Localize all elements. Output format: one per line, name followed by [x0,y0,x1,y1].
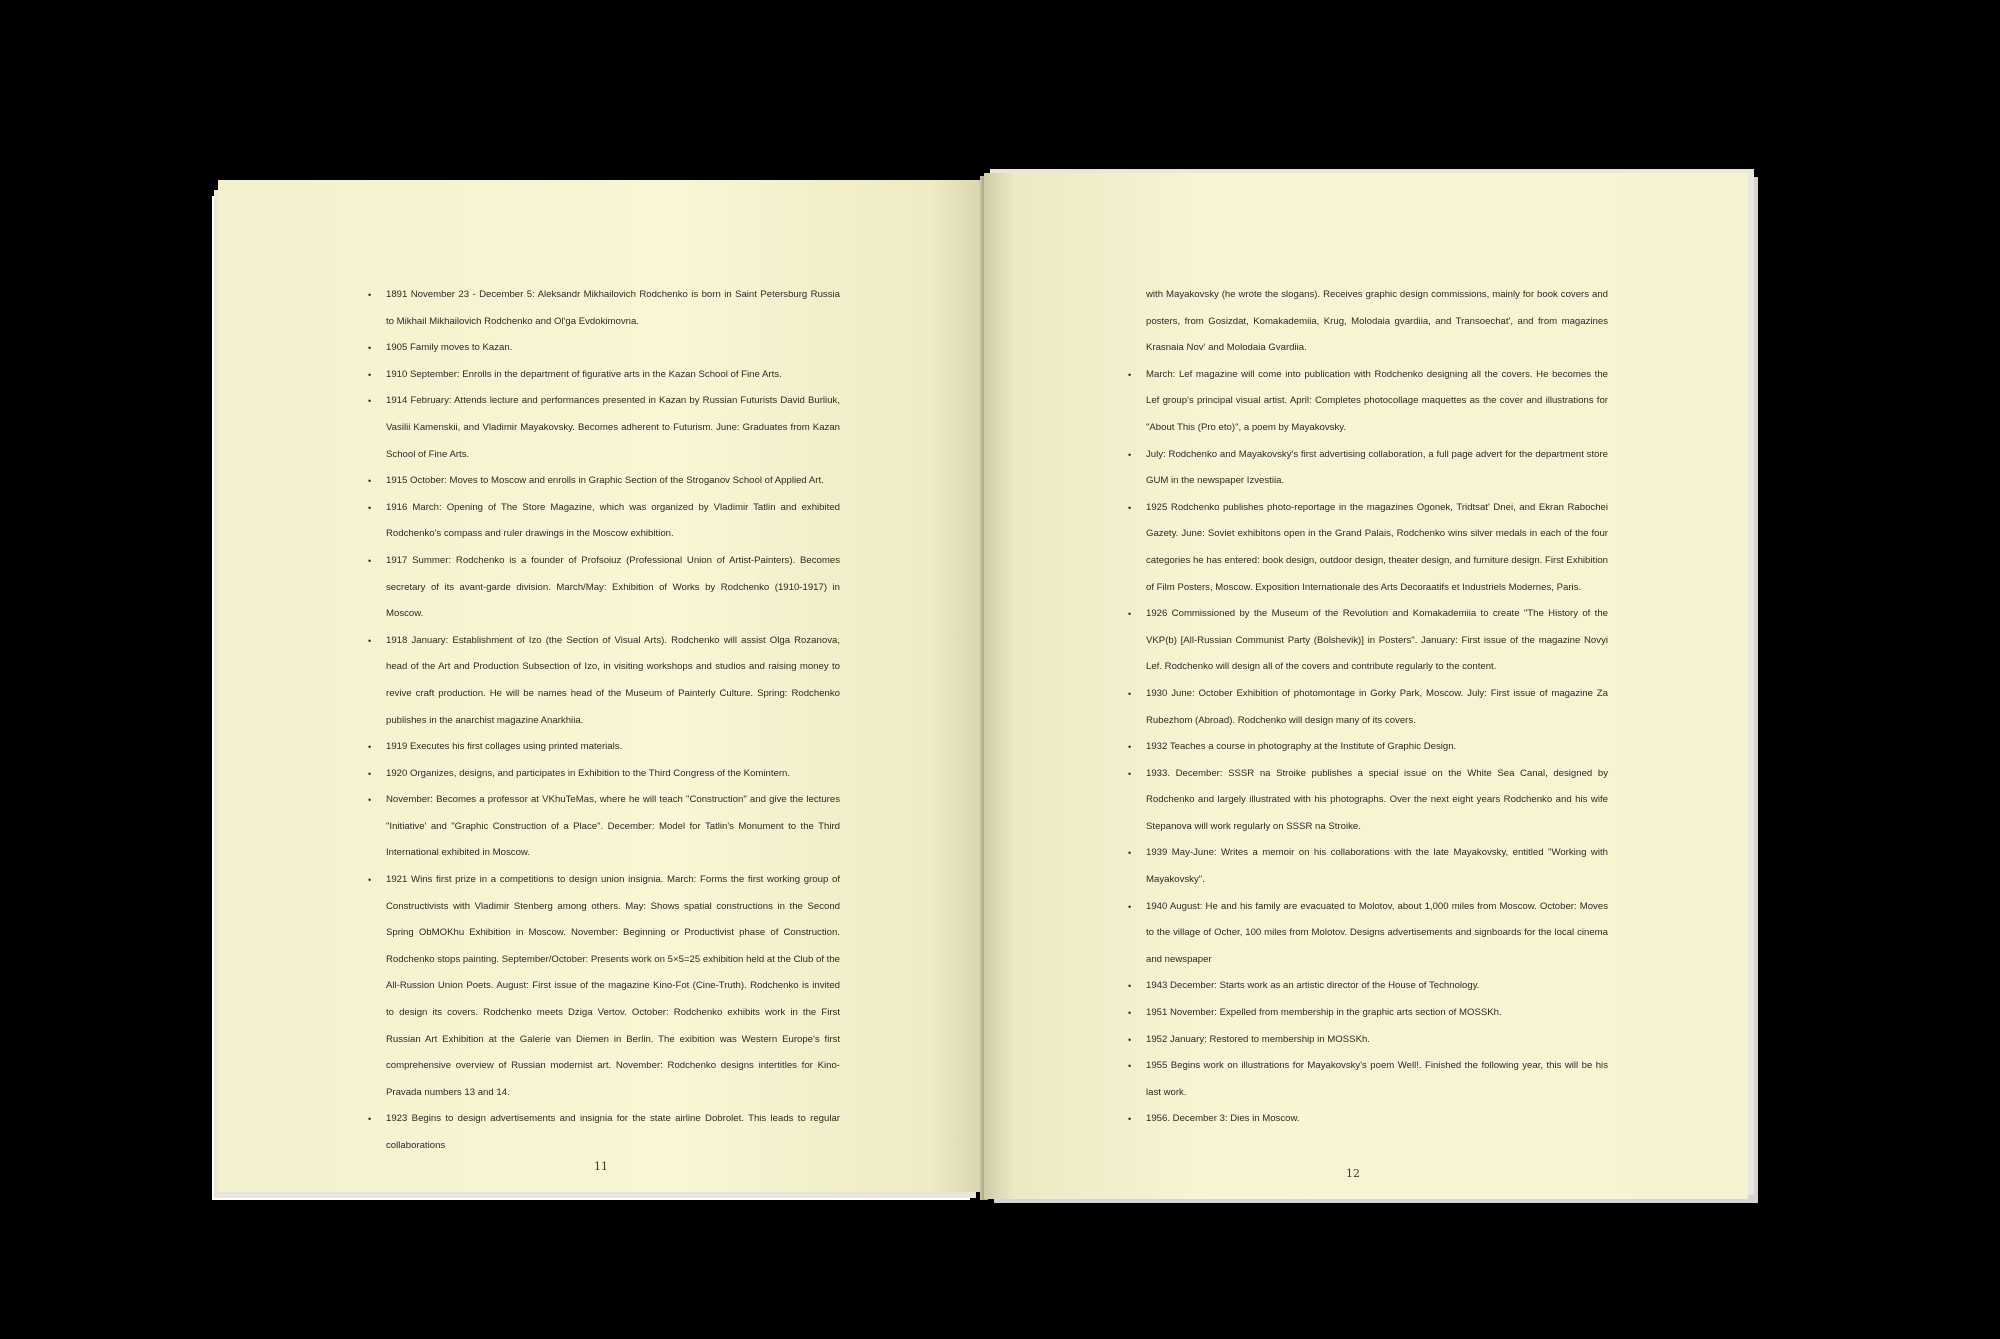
entry-text: 1932 Teaches a course in photography at the Institute of Graphic Design. [1146,741,1457,753]
chronology-entry [368,1106,840,1159]
entry-text: 1940 August: He and his family are evacuated to Molotov, about 1,000 miles from Moscow. October: Moves to the village of Ocher, 100 miles from Molotov. Designs advertisements and signboards for the local cinema and newspaper [1146,900,1608,965]
chronology-entry [368,495,840,548]
entry-text: July: Rodchenko and Mayakovsky's first advertising collaboration, a full page advert for the department store GUM in the newspaper Izvestiia. [1146,448,1608,487]
entry-text: 1891 November 23 - December 5: Aleksandr Mikhailovich Rodchenko is born in Saint Petersburg Russia to Mikhail Mikhailovich Rodchenko and Ol'ga Evdokimovna. [386,289,840,327]
bullet-icon: • [1128,449,1132,460]
chronology-entry [368,468,840,495]
bullet-icon: • [368,290,372,300]
bullet-icon: • [1128,742,1132,753]
bullet-icon: • [1128,502,1132,513]
bullet-icon: • [368,875,372,886]
bullet-icon: • [1128,848,1132,859]
left-page [218,180,984,1192]
entry-text: 1933. December: SSSR na Stroike publishes a special issue on the White Sea Canal, designed by Rodchenko and largely illustrated with his photographs. Over the next eight years Rodchenko and his wife Stepanova will work regularly on SSSR na Stroike. [1146,767,1608,832]
entry-text: 1920 Organizes, designs, and participates in Exhibition to the Third Congress of the Komintern. [386,767,791,779]
entry-text: 1917 Summer: Rodchenko is a founder of Profsoiuz (Professional Union of Artist-Painters). Becomes secretary of its avant-garde division. March/May: Exhibition of Works by Rodchenko (1910-1917) in Moscow. [386,554,840,620]
entry-text: March: Lef magazine will come into publication with Rodchenko designing all the covers. He becomes the Lef group's principal visual artist. April: Completes photocollage maquettes as the cover and illustrations for "About This (Pro eto)", a poem by Mayakovsky. [1146,368,1608,433]
entry-text: 1905 Family moves to Kazan. [386,342,513,354]
chronology-entry [368,628,840,734]
bullet-icon: • [368,369,372,380]
chronology-entry [1128,761,1608,841]
bullet-icon: • [368,502,372,513]
chronology-entry [1128,1000,1608,1027]
entry-text: 1930 June: October Exhibition of photomontage in Gorky Park, Moscow. July: First issue of magazine Za Rubezhom (Abroad). Rodchenko will design many of its covers. [1146,687,1608,726]
chronology-entry [368,282,840,335]
page-number-right: 12 [1346,1167,1360,1180]
entry-text: 1943 December: Starts work as an artistic director of the House of Technology. [1146,980,1480,992]
chronology-entry [1128,442,1608,495]
entry-text: 1918 January: Establishment of Izo (the Section of Visual Arts). Rodchenko will assist Olga Rozanova, head of the Art and Production Subsection of Izo, in visiting workshops and studios and raising money to revive craft production. He will be names head of the Museum of Painterly Culture. Spring: Rodchenko publishes in the anarchist magazine Anarkhiia. [386,634,840,726]
bullet-icon: • [1128,1061,1132,1072]
chronology-entry [368,761,840,788]
chronology-entry [368,335,840,362]
entry-text: 1915 October: Moves to Moscow and enrolls in Graphic Section of the Stroganov School of Applied Art. [386,475,824,487]
entry-text: 1955 Begins work on illustrations for Mayakovsky's poem Well!. Finished the following year, this will be his last work. [1146,1060,1608,1098]
bullet-icon: • [368,1114,372,1125]
chronology-entry-continuation: with Mayakovsky (he wrote the slogans). Receives graphic design commissions, mainly for book covers and posters, from Gosizdat, Komakademiia, Krug, Molodaia gvardiia, and Transoechat', and from magazines Krasnaia Nov' and Molodaia Gvardiia. [1146,289,1608,354]
entry-text: 1919 Executes his first collages using printed materials. [386,741,623,753]
bullet-icon: • [368,396,372,407]
bullet-icon: • [368,768,372,779]
bullet-icon: • [368,795,372,806]
bullet-icon: • [1128,901,1132,912]
chronology-entry [1128,734,1608,761]
chronology-entry [368,362,840,389]
page-number-left: 11 [594,1160,608,1173]
entry-text: 1921 Wins first prize in a competitions to design union insignia. March: Forms the first working group of Constructivists with Vladimir Stenberg among others. May: Shows spatial constructions in the Second Spring ObMOKhu Exhibition in Moscow. November: Beginning or Productivist phase of Construction. Rodchenko stops painting. September/October: Presents work on 5×5=25 exhibition held at the Club of the All-Russion Union Poets. August: First issue of the magazine Kino-Fot (Cine-Truth). Rodchenko is invited to design its covers. Rodchenko meets Dziga Vertov. October: Rodchenko exhibits work in the First Russian Art Exhibition at the Galerie van Diemen in Berlin. The exibition was Western Europe's first comprehensive overview of Russian modernist art. November: Rodchenko designs intertitles for Kino-Pravada numbers 13 and 14. [386,874,840,1098]
chronology-entry [368,734,840,761]
bullet-icon: • [368,635,372,646]
entry-text: 1925 Rodchenko publishes photo-reportage in the magazines Ogonek, Tridtsat' Dnei, and Ekran Rabochei Gazety. June: Soviet exhibitons open in the Grand Palais, Rodchenko wins silver medals in each of the four categories he has entered: book design, outdoor design, theater design, and furniture design. First Exhibition of Film Posters, Moscow. Exposition Internationale des Arts Decoraatifs et Industriels Modernes, Paris. [1146,501,1608,593]
entry-text: 1956. December 3: Dies in Moscow. [1146,1113,1300,1125]
bullet-icon: • [1128,1034,1132,1045]
chronology-entry [368,787,840,867]
chronology-entry [1128,894,1608,974]
entry-text: 1926 Commissioned by the Museum of the Revolution and Komakademiia to create "The History of the VKP(b) [All-Russian Communist Party (Bolshevik)] in Posters". January: First issue of the magazine Novyi Lef. Rodchenko will design all of the covers and contribute regularly to the content. [1146,608,1608,673]
bullet-icon: • [1128,1114,1132,1125]
chronology-entry [1128,973,1608,1000]
bullet-icon: • [1128,688,1132,699]
right-page [984,173,1748,1199]
chronology-list-left [368,282,840,1160]
entry-text: 1939 May-June: Writes a memoir on his collaborations with the late Mayakovsky, entitled "Working with Mayakovsky". [1146,847,1608,886]
bullet-icon: • [1128,768,1132,779]
chronology-entry [368,548,840,628]
bullet-icon: • [368,555,372,566]
chronology-entry [1128,495,1608,601]
chronology-entry [1128,601,1608,681]
entry-text: 1951 November: Expelled from membership in the graphic arts section of MOSSKh. [1146,1007,1502,1019]
chronology-entry [1128,1027,1608,1054]
chronology-entry [368,388,840,468]
entry-text: 1914 February: Attends lecture and performances presented in Kazan by Russian Futurists David Burliuk, Vasilii Kamenskii, and Vladimir Mayakovsky. Becomes adherent to Futurism. June: Graduates from Kazan School of Fine Arts. [386,395,840,460]
chronology-entry [1128,681,1608,734]
entry-text: 1952 January: Restored to membership in MOSSKh. [1146,1033,1370,1045]
bullet-icon: • [1128,1008,1132,1019]
bullet-icon: • [368,343,372,354]
chronology-entry [1128,1106,1608,1133]
entry-text: 1910 September: Enrolls in the department of figurative arts in the Kazan School of Fine Arts. [386,368,782,380]
chronology-entry [1128,840,1608,893]
bullet-icon: • [368,476,372,487]
entry-text: November: Becomes a professor at VKhuTeMas, where he will teach "Construction" and give the lectures "Initiative' and "Graphic Construction of a Place". December: Model for Tatlin's Monument to the Third International exhibited in Moscow. [386,794,840,859]
bullet-icon: • [368,742,372,753]
entry-text: 1923 Begins to design advertisements and insignia for the state airline Dobrolet. This leads to regular collaborations [386,1113,840,1151]
chronology-entry [368,867,840,1106]
chronology-entry [1128,1053,1608,1106]
bullet-icon: • [1128,609,1132,620]
bullet-icon: • [1128,981,1132,992]
bullet-icon: • [1128,369,1132,380]
entry-text: 1916 March: Opening of The Store Magazine, which was organized by Vladimir Tatlin and exhibited Rodchenko's compass and ruler drawings in the Moscow exhibition. [386,501,840,540]
chronology-list-right [1128,282,1608,1133]
chronology-entry [1128,362,1608,442]
